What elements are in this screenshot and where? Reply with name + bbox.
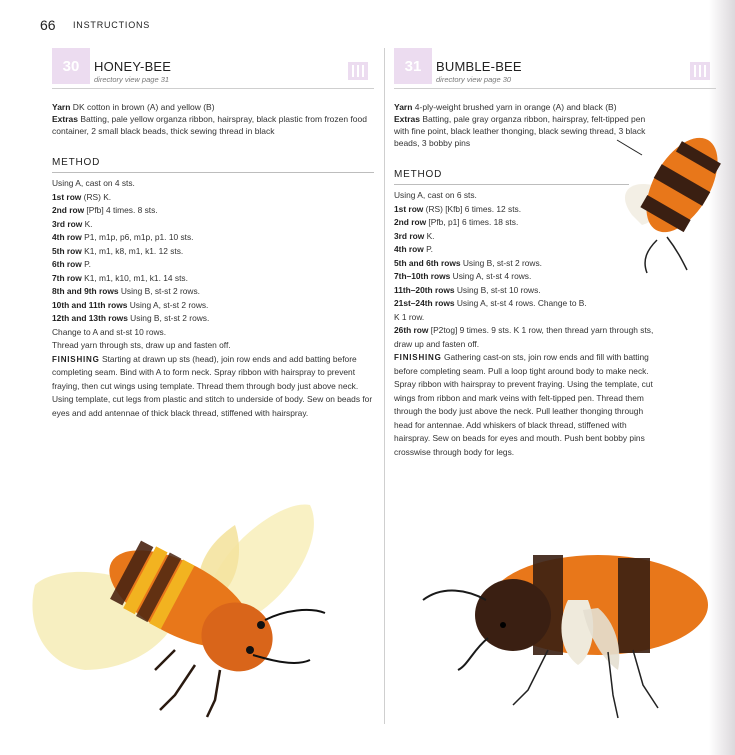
pattern-number-badge: 31 [394, 48, 432, 84]
title-rule [52, 88, 374, 89]
yarn-label: Yarn [394, 102, 413, 112]
pattern-title-bar [394, 48, 716, 88]
section-title: INSTRUCTIONS [73, 20, 151, 30]
method-line: 3rd row K. [394, 230, 435, 241]
bumble-bee-photo [418, 540, 718, 720]
honey-bee-pattern [52, 48, 374, 420]
directory-view-ref: directory view page 31 [94, 75, 170, 84]
method-line: 21st–24th rows Using A, st-st 4 rows. Change to B. [394, 298, 587, 308]
yarn-text: 4-ply-weight brushed yarn in orange (A) and black (B) [412, 102, 617, 112]
antenna [423, 591, 486, 600]
antenna [265, 610, 325, 620]
method-line: 1st row (RS) [Kfb] 6 times. 12 sts. [394, 203, 522, 214]
leg [633, 650, 658, 708]
method-line: 8th and 9th rows Using B, st-st 2 rows. [52, 286, 200, 296]
extras-text: Batting, pale yellow organza ribbon, hairspray, black plastic from frozen food container, 2 small black beads, thick sewing thread in black [52, 114, 367, 136]
striped-tab-icon [348, 62, 368, 80]
yarn-label: Yarn [52, 102, 71, 112]
antenna [458, 638, 488, 670]
method-line: Change to A and st-st 10 rows. [52, 326, 167, 337]
directory-view-ref: directory view page 30 [436, 75, 512, 84]
method-line: 3rd row K. [52, 218, 93, 229]
method-line: 12th and 13th rows Using B, st-st 2 rows. [52, 313, 210, 323]
method-line: 10th and 11th rows Using A, st-st 2 rows. [52, 299, 209, 310]
eye [257, 621, 265, 629]
finishing-paragraph [52, 353, 374, 421]
column-divider [384, 48, 385, 724]
method-line: 4th row P. [394, 244, 433, 254]
pattern-title: HONEY-BEE [94, 59, 172, 74]
method-line: 26th row [P2tog] 9 times. 9 sts. K 1 row, then thread yarn through sts, draw up and fasten off. [394, 325, 656, 349]
page-header [0, 0, 735, 40]
method-line: 7th–10th rows Using A, st-st 4 rows. [394, 271, 532, 281]
page-number: 66 [40, 17, 56, 33]
method-line: 2nd row [Pfb, p1] 6 times. 18 sts. [394, 217, 519, 227]
extras-label: Extras [52, 114, 78, 124]
pattern-title-bar [52, 48, 374, 88]
materials-block [52, 101, 374, 137]
method-line: K 1 row. [394, 311, 425, 322]
eye [500, 622, 506, 628]
method-heading: METHOD [52, 157, 374, 173]
honey-bee-photo [25, 495, 345, 720]
finishing-text: Starting at drawn up sts (head), join row ends and add batting before completing seam. Bind with A to form neck. Spray ribbon with hairspray to prevent fraying, then cut wings using template. Thread them through body just above neck. Using template, cut legs from plastic and stitch to underside of body. Sew on beads for eyes and add antennae of thick black thread, stiffened with hairspray. [52, 353, 375, 418]
method-instructions [52, 177, 374, 420]
leg [160, 665, 195, 710]
method-line: Using A, cast on 6 sts. [394, 190, 477, 200]
small-bumble-bee-photo [612, 125, 730, 275]
method-heading: METHOD [394, 169, 629, 185]
method-line: Using A, cast on 4 sts. [52, 178, 135, 188]
finishing-text: Gathering cast-on sts, join row ends and fill with batting before completing seam. Pull a loop tight around body to make neck. Spray ribbon with hairspray to prevent fraying. Using the template, cut wings from ribbon and mark veins with felt-tipped pen. Thread them through the body just above the neck. Pull leather thonging through head for antennae. Add whiskers of black thread, stiffened with hairspray. Sew on beads for eyes and mouth. Push bent bobby pins crosswise through body for legs. [394, 352, 656, 457]
method-line: 6th row P. [52, 259, 91, 269]
eye [246, 646, 254, 654]
finishing-label: FINISHING [52, 354, 100, 364]
method-line: 4th row P1, m1p, p6, m1p, p1. 10 sts. [52, 232, 194, 242]
yarn-text: DK cotton in brown (A) and yellow (B) [70, 102, 215, 112]
leg [207, 670, 220, 717]
method-line: Thread yarn through sts, draw up and fasten off. [52, 340, 231, 350]
title-rule [394, 88, 716, 89]
pattern-title: BUMBLE-BEE [436, 59, 522, 74]
method-line: 7th row K1, m1, k10, m1, k1. 14 sts. [52, 272, 188, 283]
extras-label: Extras [394, 114, 420, 124]
leg [155, 650, 175, 670]
finishing-label: FINISHING [394, 353, 442, 362]
finishing-paragraph [394, 351, 656, 459]
striped-tab-icon [690, 62, 710, 80]
leg [513, 650, 548, 705]
method-line: 11th–20th rows Using B, st-st 10 rows. [394, 284, 541, 295]
method-line: 2nd row [Pfb] 4 times. 8 sts. [52, 205, 158, 215]
extras-text: Batting, pale gray organza ribbon, hairspray, felt-tipped pen with fine point, black leather thonging, black sewing thread, 3 black beads, 3 bobby pins [394, 114, 646, 148]
method-line: 5th row K1, m1, k8, m1, k1. 12 sts. [52, 245, 184, 256]
method-line: 5th and 6th rows Using B, st-st 2 rows. [394, 257, 542, 268]
pattern-number-badge: 30 [52, 48, 90, 84]
method-line: 1st row (RS) K. [52, 191, 112, 202]
